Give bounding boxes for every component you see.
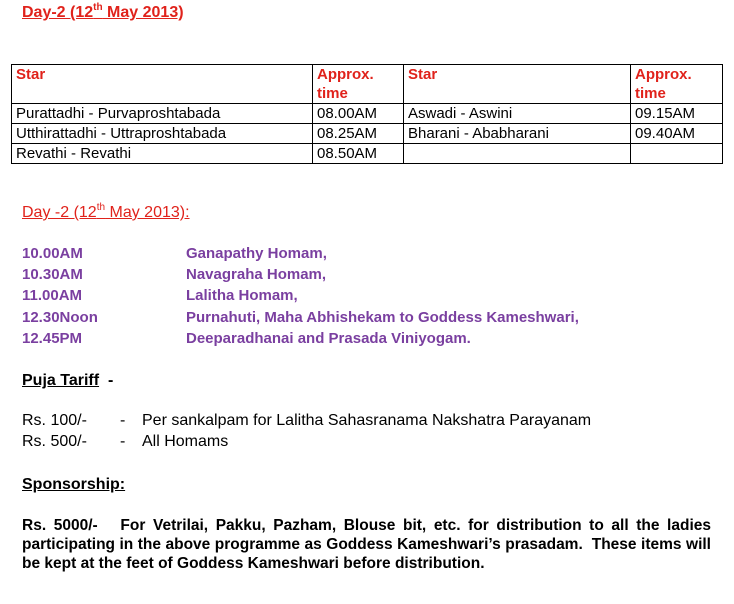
schedule-event: Deeparadhanai and Prasada Viniyogam.	[186, 330, 471, 347]
day-heading-2-suffix: May 2013):	[105, 204, 190, 221]
tariff-desc: All Homams	[142, 433, 229, 450]
schedule-time: 12.30Noon	[22, 309, 98, 326]
schedule-time: 10.30AM	[22, 266, 83, 283]
schedule-time: 11.00AM	[22, 287, 83, 304]
tariff-desc: Per sankalpam for Lalitha Sahasranama Nakshatra Parayanam	[142, 412, 592, 429]
table-row	[12, 124, 723, 144]
day-heading-1-sup: th	[93, 1, 103, 13]
table-cell	[631, 144, 723, 164]
table-cell: Utthirattadhi - Uttraproshtabada	[12, 124, 313, 144]
schedule-event: Purnahuti, Maha Abhishekam to Goddess Kameshwari,	[186, 309, 579, 326]
schedule-event: Ganapathy Homam,	[186, 245, 327, 262]
tariff-price: Rs. 100/-	[22, 412, 87, 429]
tariff-price: Rs. 500/-	[22, 433, 87, 450]
tariff-dash: -	[120, 412, 126, 429]
table-row	[12, 104, 723, 124]
table-cell	[404, 144, 631, 164]
schedule-event: Lalitha Homam,	[186, 287, 298, 304]
table-cell: Purattadhi - Purvaproshtabada	[12, 104, 313, 124]
day-heading-2-sup: th	[96, 201, 106, 213]
table-cell: Aswadi - Aswini	[404, 104, 631, 124]
header-time-1: Approx. time	[313, 65, 404, 104]
header-star-2: Star	[404, 65, 631, 104]
table-cell: 08.00AM	[313, 104, 404, 124]
table-cell: Bharani - Ababharani	[404, 124, 631, 144]
header-star-1: Star	[12, 65, 313, 104]
day-heading-2-prefix: Day -2 (12	[22, 204, 97, 221]
day-heading-1	[22, 1, 184, 22]
schedule-time: 12.45PM	[22, 330, 83, 347]
table-cell: 08.25AM	[313, 124, 404, 144]
puja-tariff-heading-text: Puja Tariff	[22, 372, 100, 389]
schedule-time: 10.00AM	[22, 245, 83, 262]
day-heading-1-suffix: May 2013)	[102, 4, 184, 21]
puja-tariff-heading	[22, 372, 113, 390]
puja-tariff-heading-suffix: -	[99, 372, 114, 389]
sponsorship-heading: Sponsorship:	[22, 476, 126, 493]
table-cell: Revathi - Revathi	[12, 144, 313, 164]
day-heading-2	[22, 201, 190, 222]
table-row	[12, 144, 723, 164]
header-time-2: Approx. time	[631, 65, 723, 104]
tariff-dash: -	[120, 433, 126, 450]
table-cell: 08.50AM	[313, 144, 404, 164]
table-cell: 09.15AM	[631, 104, 723, 124]
stars-table	[11, 64, 723, 164]
sponsorship-text: Rs. 5000/- For Vetrilai, Pakku, Pazham, Blouse bit, etc. for distribution to all the ladies participating in the above programme as Goddess Kameshwari’s prasadam. These items will be kept at the feet of Goddess Kameshwari before distribution.	[22, 517, 716, 572]
table-cell: 09.40AM	[631, 124, 723, 144]
schedule-event: Navagraha Homam,	[186, 266, 327, 283]
table-header-row	[12, 65, 723, 104]
day-heading-1-prefix: Day-2 (12	[22, 4, 94, 21]
